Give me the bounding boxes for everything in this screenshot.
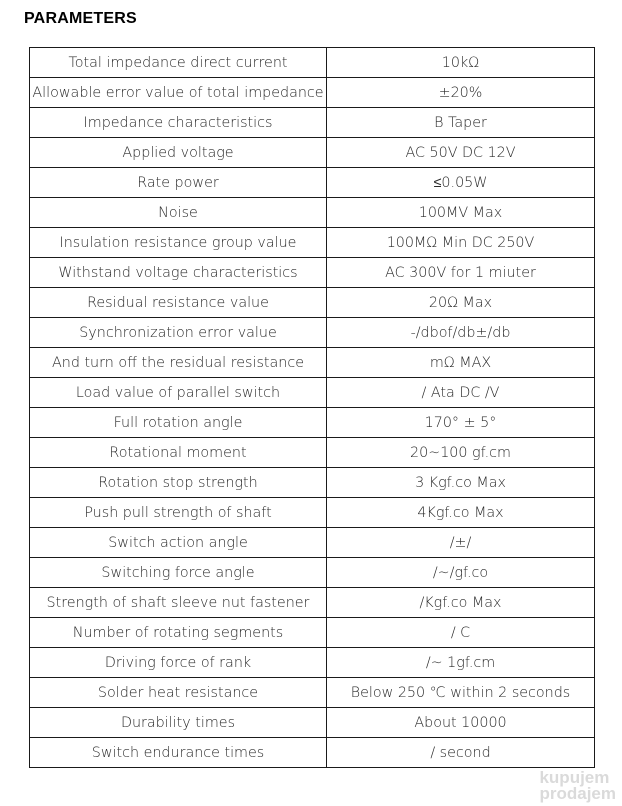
parameter-name-cell: Synchronization error value — [30, 318, 327, 348]
table-row — [30, 468, 595, 498]
parameter-value-cell: /~/gf.co — [327, 558, 595, 588]
table-row — [30, 498, 595, 528]
parameter-name-cell: Driving force of rank — [30, 648, 327, 678]
parameter-value-cell: 4Kgf.co Max — [327, 498, 595, 528]
table-row — [30, 138, 595, 168]
parameters-table-body — [30, 48, 595, 768]
parameter-name-cell: Switching force angle — [30, 558, 327, 588]
parameter-name-cell: Applied voltage — [30, 138, 327, 168]
parameter-value-cell: 20Ω Max — [327, 288, 595, 318]
parameter-value-cell: 20~100 gf.cm — [327, 438, 595, 468]
table-row — [30, 48, 595, 78]
parameter-value-cell: /Kgf.co Max — [327, 588, 595, 618]
parameter-value-cell: 100MV Max — [327, 198, 595, 228]
watermark — [539, 770, 616, 802]
parameter-value-cell: AC 300V for 1 miuter — [327, 258, 595, 288]
table-row — [30, 348, 595, 378]
table-row — [30, 78, 595, 108]
table-row — [30, 288, 595, 318]
parameter-name-cell: Strength of shaft sleeve nut fastener — [30, 588, 327, 618]
parameter-name-cell: Push pull strength of shaft — [30, 498, 327, 528]
table-row — [30, 678, 595, 708]
page-title: PARAMETERS — [24, 10, 137, 27]
table-row — [30, 258, 595, 288]
parameter-value-cell: ≤0.05W — [327, 168, 595, 198]
table-row — [30, 318, 595, 348]
parameter-name-cell: Withstand voltage characteristics — [30, 258, 327, 288]
parameter-name-cell: Residual resistance value — [30, 288, 327, 318]
table-row — [30, 108, 595, 138]
parameter-name-cell: Rate power — [30, 168, 327, 198]
parameter-name-cell: And turn off the residual resistance — [30, 348, 327, 378]
parameter-value-cell: /~ 1gf.cm — [327, 648, 595, 678]
parameter-name-cell: Insulation resistance group value — [30, 228, 327, 258]
parameter-value-cell: / Ata DC /V — [327, 378, 595, 408]
table-row — [30, 438, 595, 468]
parameter-name-cell: Allowable error value of total impedance — [30, 78, 327, 108]
table-row — [30, 738, 595, 768]
parameter-name-cell: Durability times — [30, 708, 327, 738]
parameter-value-cell: 100MΩ Min DC 250V — [327, 228, 595, 258]
parameter-name-cell: Solder heat resistance — [30, 678, 327, 708]
parameters-table — [29, 47, 595, 768]
table-row — [30, 618, 595, 648]
table-row — [30, 528, 595, 558]
watermark-line-1: kupujem — [539, 768, 610, 787]
parameter-name-cell: Number of rotating segments — [30, 618, 327, 648]
table-row — [30, 408, 595, 438]
parameter-value-cell: / second — [327, 738, 595, 768]
parameter-name-cell: Noise — [30, 198, 327, 228]
table-row — [30, 588, 595, 618]
table-row — [30, 648, 595, 678]
table-row — [30, 558, 595, 588]
table-row — [30, 168, 595, 198]
parameter-name-cell: Rotation stop strength — [30, 468, 327, 498]
table-row — [30, 378, 595, 408]
parameter-value-cell: / C — [327, 618, 595, 648]
table-row — [30, 708, 595, 738]
parameter-name-cell: Rotational moment — [30, 438, 327, 468]
parameter-value-cell: 3 Kgf.co Max — [327, 468, 595, 498]
watermark-line-2: prodajem — [539, 784, 616, 803]
parameter-value-cell: Below 250 ℃ within 2 seconds — [327, 678, 595, 708]
parameter-value-cell: About 10000 — [327, 708, 595, 738]
parameter-name-cell: Full rotation angle — [30, 408, 327, 438]
parameter-value-cell: ±20% — [327, 78, 595, 108]
parameter-value-cell: B Taper — [327, 108, 595, 138]
table-row — [30, 198, 595, 228]
parameter-value-cell: 170° ± 5° — [327, 408, 595, 438]
parameter-name-cell: Total impedance direct current — [30, 48, 327, 78]
table-row — [30, 228, 595, 258]
parameter-value-cell: 10kΩ — [327, 48, 595, 78]
parameter-value-cell: /±/ — [327, 528, 595, 558]
parameter-name-cell: Switch action angle — [30, 528, 327, 558]
parameter-name-cell: Switch endurance times — [30, 738, 327, 768]
parameter-name-cell: Load value of parallel switch — [30, 378, 327, 408]
parameter-value-cell: -/dbof/db±/db — [327, 318, 595, 348]
parameter-name-cell: Impedance characteristics — [30, 108, 327, 138]
parameter-value-cell: AC 50V DC 12V — [327, 138, 595, 168]
parameter-value-cell: mΩ MAX — [327, 348, 595, 378]
